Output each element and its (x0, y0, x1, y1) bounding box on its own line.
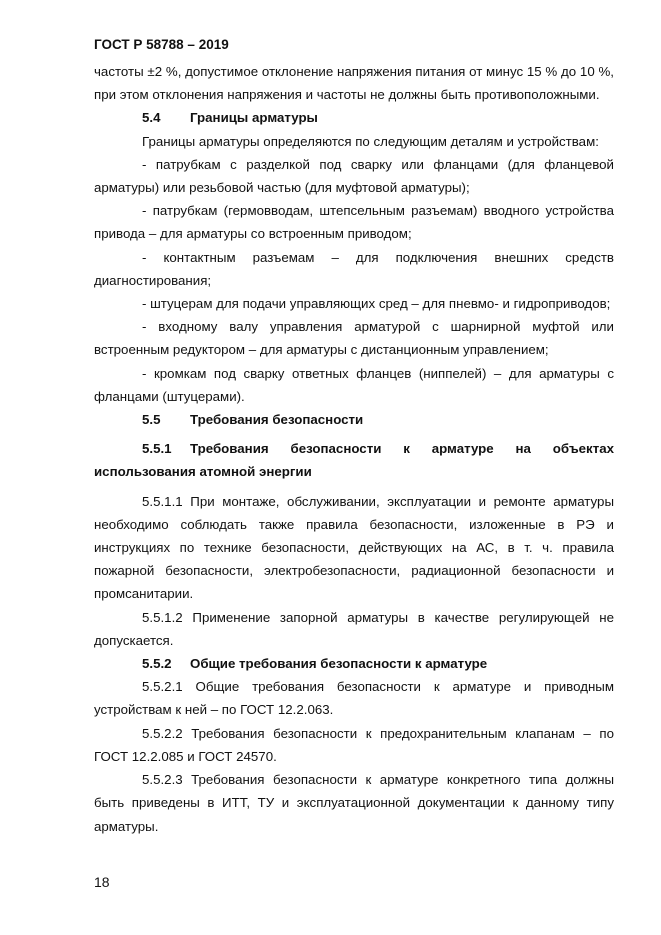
list-item: - штуцерам для подачи управляющих сред – для пневмо- и гидроприводов; (142, 296, 611, 312)
list-item: - входному валу управления арматурой с шарнирной муфтой или встроенным редуктором – для арматуры с дистанционным управлением; (94, 319, 614, 358)
list-item: - кромкам под сварку ответных фланцев (ниппелей) – для арматуры с фланцами (штуцерами). (94, 365, 614, 404)
section-heading-5-5 (94, 408, 614, 431)
section-number: 5.4 (142, 110, 161, 126)
paragraph: Границы арматуры определяются по следующим деталям и устройствам: (142, 133, 599, 149)
paragraph: 5.5.2.3 Требования безопасности к арматуре конкретного типа должны быть приведены в ИТТ, ТУ и эксплуатационной документации к данному типу арматуры. (94, 772, 614, 834)
list-item: - контактным разъемам – для подключения внешних средств диагностирования; (94, 249, 614, 288)
list-item: - патрубкам (гермовводам, штепсельным разъемам) вводного устройства привода – для арматуры со встроенным приводом; (94, 203, 614, 242)
paragraph: 5.5.1.2 Применение запорной арматуры в качестве регулирующей не допускается. (94, 609, 614, 648)
section-number: 5.5.2 (142, 656, 172, 672)
section-title: Общие требования безопасности к арматуре (190, 656, 488, 672)
section-number: 5.5 (142, 412, 161, 428)
paragraph: 5.5.1.1 При монтаже, обслуживании, эксплуатации и ремонте арматуры необходимо соблюдать также правила безопасности, изложенные в РЭ и инструкциях по технике безопасности, действующих на АС, в т. ч. правила пожарной безопасности, электробезопасности, радиационной безопасности и промсанитарии. (94, 493, 614, 602)
document-header: ГОСТ Р 58788 – 2019 (94, 37, 229, 52)
list-item: - патрубкам с разделкой под сварку или фланцами (для фланцевой арматуры) или резьбовой частью (для муфтовой арматуры); (94, 156, 614, 196)
section-heading-5-5-2 (94, 652, 614, 675)
paragraph: 5.5.2.2 Требования безопасности к предохранительным клапанам – по ГОСТ 12.2.085 и ГОСТ 24570. (94, 725, 614, 764)
section-heading-5-4 (94, 106, 614, 129)
page-number: 18 (94, 874, 110, 890)
section-heading-5-5-1 (94, 437, 614, 483)
section-title: Требования безопасности к арматуре на объектах использования атомной энергии (94, 441, 614, 480)
document-body (94, 60, 614, 838)
section-number: 5.5.1 (142, 441, 172, 457)
paragraph: 5.5.2.1 Общие требования безопасности к арматуре и приводным устройствам к ней – по ГОСТ 12.2.063. (94, 679, 614, 718)
paragraph-continuation: частоты ±2 %, допустимое отклонение напряжения питания от минус 15 % до 10 %, при этом отклонения напряжения и частоты не должны быть противоположными. (94, 64, 614, 103)
section-title: Границы арматуры (190, 110, 318, 126)
section-title: Требования безопасности (190, 412, 364, 428)
